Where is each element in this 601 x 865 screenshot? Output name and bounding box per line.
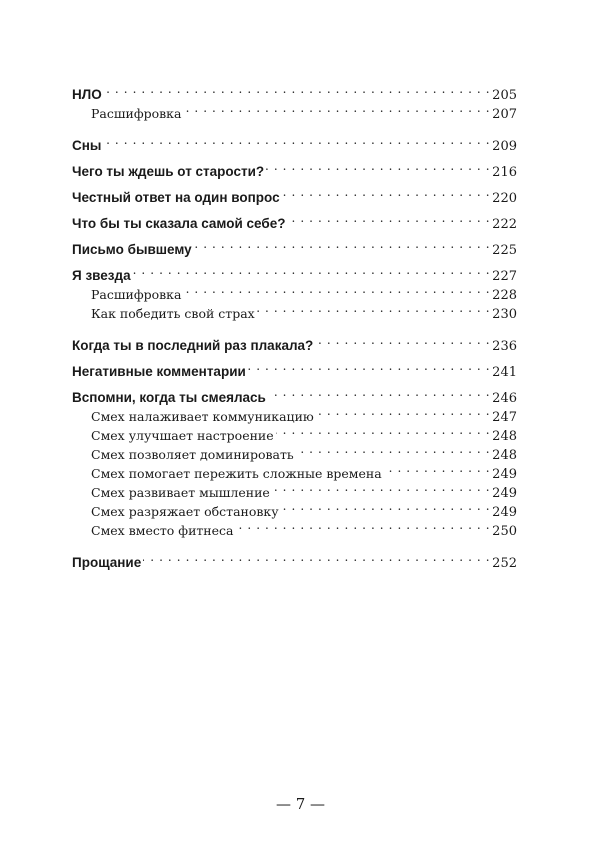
dot-leader (281, 497, 491, 516)
toc-chapter-entry (72, 235, 517, 258)
dot-leader (104, 80, 490, 99)
toc-entry-title: Расшифровка (91, 106, 182, 121)
toc-entry-page-number: 250 (492, 524, 517, 539)
toc-entry-title: Смех позволяет доминировать (91, 447, 294, 462)
dot-leader (276, 421, 491, 440)
dot-leader (272, 478, 490, 497)
toc-entry-page-number: 207 (492, 107, 517, 122)
toc-entry-page-number: 228 (492, 288, 517, 303)
toc-entry-title: НЛО (72, 87, 102, 102)
dot-leader (183, 99, 490, 118)
toc-subentry (72, 280, 517, 303)
toc-entry-page-number: 249 (492, 467, 517, 482)
dot-leader (183, 280, 490, 299)
dot-leader (282, 183, 491, 202)
toc-entry-title: Сны (72, 138, 102, 153)
toc-entry-title: Письмо бывшему (72, 242, 192, 257)
toc-chapter-entry (72, 383, 517, 406)
toc-entry-title: Прощание (72, 555, 142, 570)
toc-entry-page-number: 209 (492, 139, 517, 154)
toc-chapter-entry (72, 131, 517, 154)
toc-entry-title: Честный ответ на один вопрос (72, 190, 280, 205)
dot-leader (257, 299, 490, 318)
toc-entry-page-number: 230 (492, 307, 517, 322)
dot-leader (384, 459, 490, 478)
dot-leader (296, 440, 490, 459)
toc-entry-title: Что бы ты сказала самой себе? (72, 216, 286, 231)
toc-entry-title: Смех помогает пережить сложные времена (91, 466, 382, 481)
toc-entry-page-number: 216 (492, 165, 517, 180)
dot-leader (315, 331, 490, 350)
toc-entry-page-number: 227 (492, 269, 517, 284)
toc-entry-page-number: 248 (492, 429, 517, 444)
toc-chapter-entry (72, 548, 517, 571)
toc-entry-title: Смех разряжает обстановку (91, 504, 279, 519)
toc-entry-title: Вспомни, когда ты смеялась (72, 390, 266, 405)
toc-entry-page-number: 249 (492, 486, 517, 501)
toc-entry-title: Смех вместо фитнеса (91, 523, 234, 538)
toc-entry-title: Негативные комментарии (72, 364, 246, 379)
toc-entry-page-number: 241 (492, 365, 517, 380)
toc-entry-page-number: 248 (492, 448, 517, 463)
toc-chapter-entry (72, 261, 517, 284)
toc-entry-page-number: 220 (492, 191, 517, 206)
toc-chapter-entry (72, 157, 517, 180)
toc-entry-page-number: 205 (492, 88, 517, 103)
dot-leader (143, 548, 490, 567)
toc-entry-page-number: 225 (492, 243, 517, 258)
toc-entry-title: Чего ты ждешь от старости? (72, 164, 265, 179)
page-number: — 7 — (275, 795, 326, 813)
toc-entry-page-number: 252 (492, 556, 517, 571)
dot-leader (133, 261, 491, 280)
toc-entry-page-number: 246 (492, 391, 517, 406)
dot-leader (268, 383, 490, 402)
toc-entry-page-number: 247 (492, 410, 517, 425)
toc-entry-title: Я звезда (72, 268, 131, 283)
toc-entry-title: Расшифровка (91, 287, 182, 302)
dot-leader (316, 402, 490, 421)
dot-leader (194, 235, 490, 254)
dot-leader (287, 209, 490, 228)
toc-entry-page-number: 222 (492, 217, 517, 232)
dot-leader (236, 516, 491, 535)
toc-chapter-entry (72, 183, 517, 206)
toc-chapter-entry (72, 209, 517, 232)
toc-entry-title: Смех улучшает настроение (91, 428, 274, 443)
toc-entry-title: Смех развивает мышление (91, 485, 270, 500)
dot-leader (103, 131, 490, 150)
toc-subentry (72, 99, 517, 122)
toc-entry-title: Смех налаживает коммуникацию (91, 409, 314, 424)
toc-chapter-entry (72, 80, 517, 103)
dot-leader (266, 157, 490, 176)
toc-entry-page-number: 236 (492, 339, 517, 354)
toc-chapter-entry (72, 331, 517, 354)
toc-chapter-entry (72, 357, 517, 380)
toc-entry-title: Когда ты в последний раз плакала? (72, 338, 314, 353)
table-of-contents (72, 80, 517, 571)
toc-entry-title: Как победить свой страх (91, 306, 255, 321)
toc-entry-page-number: 249 (492, 505, 517, 520)
dot-leader (248, 357, 490, 376)
